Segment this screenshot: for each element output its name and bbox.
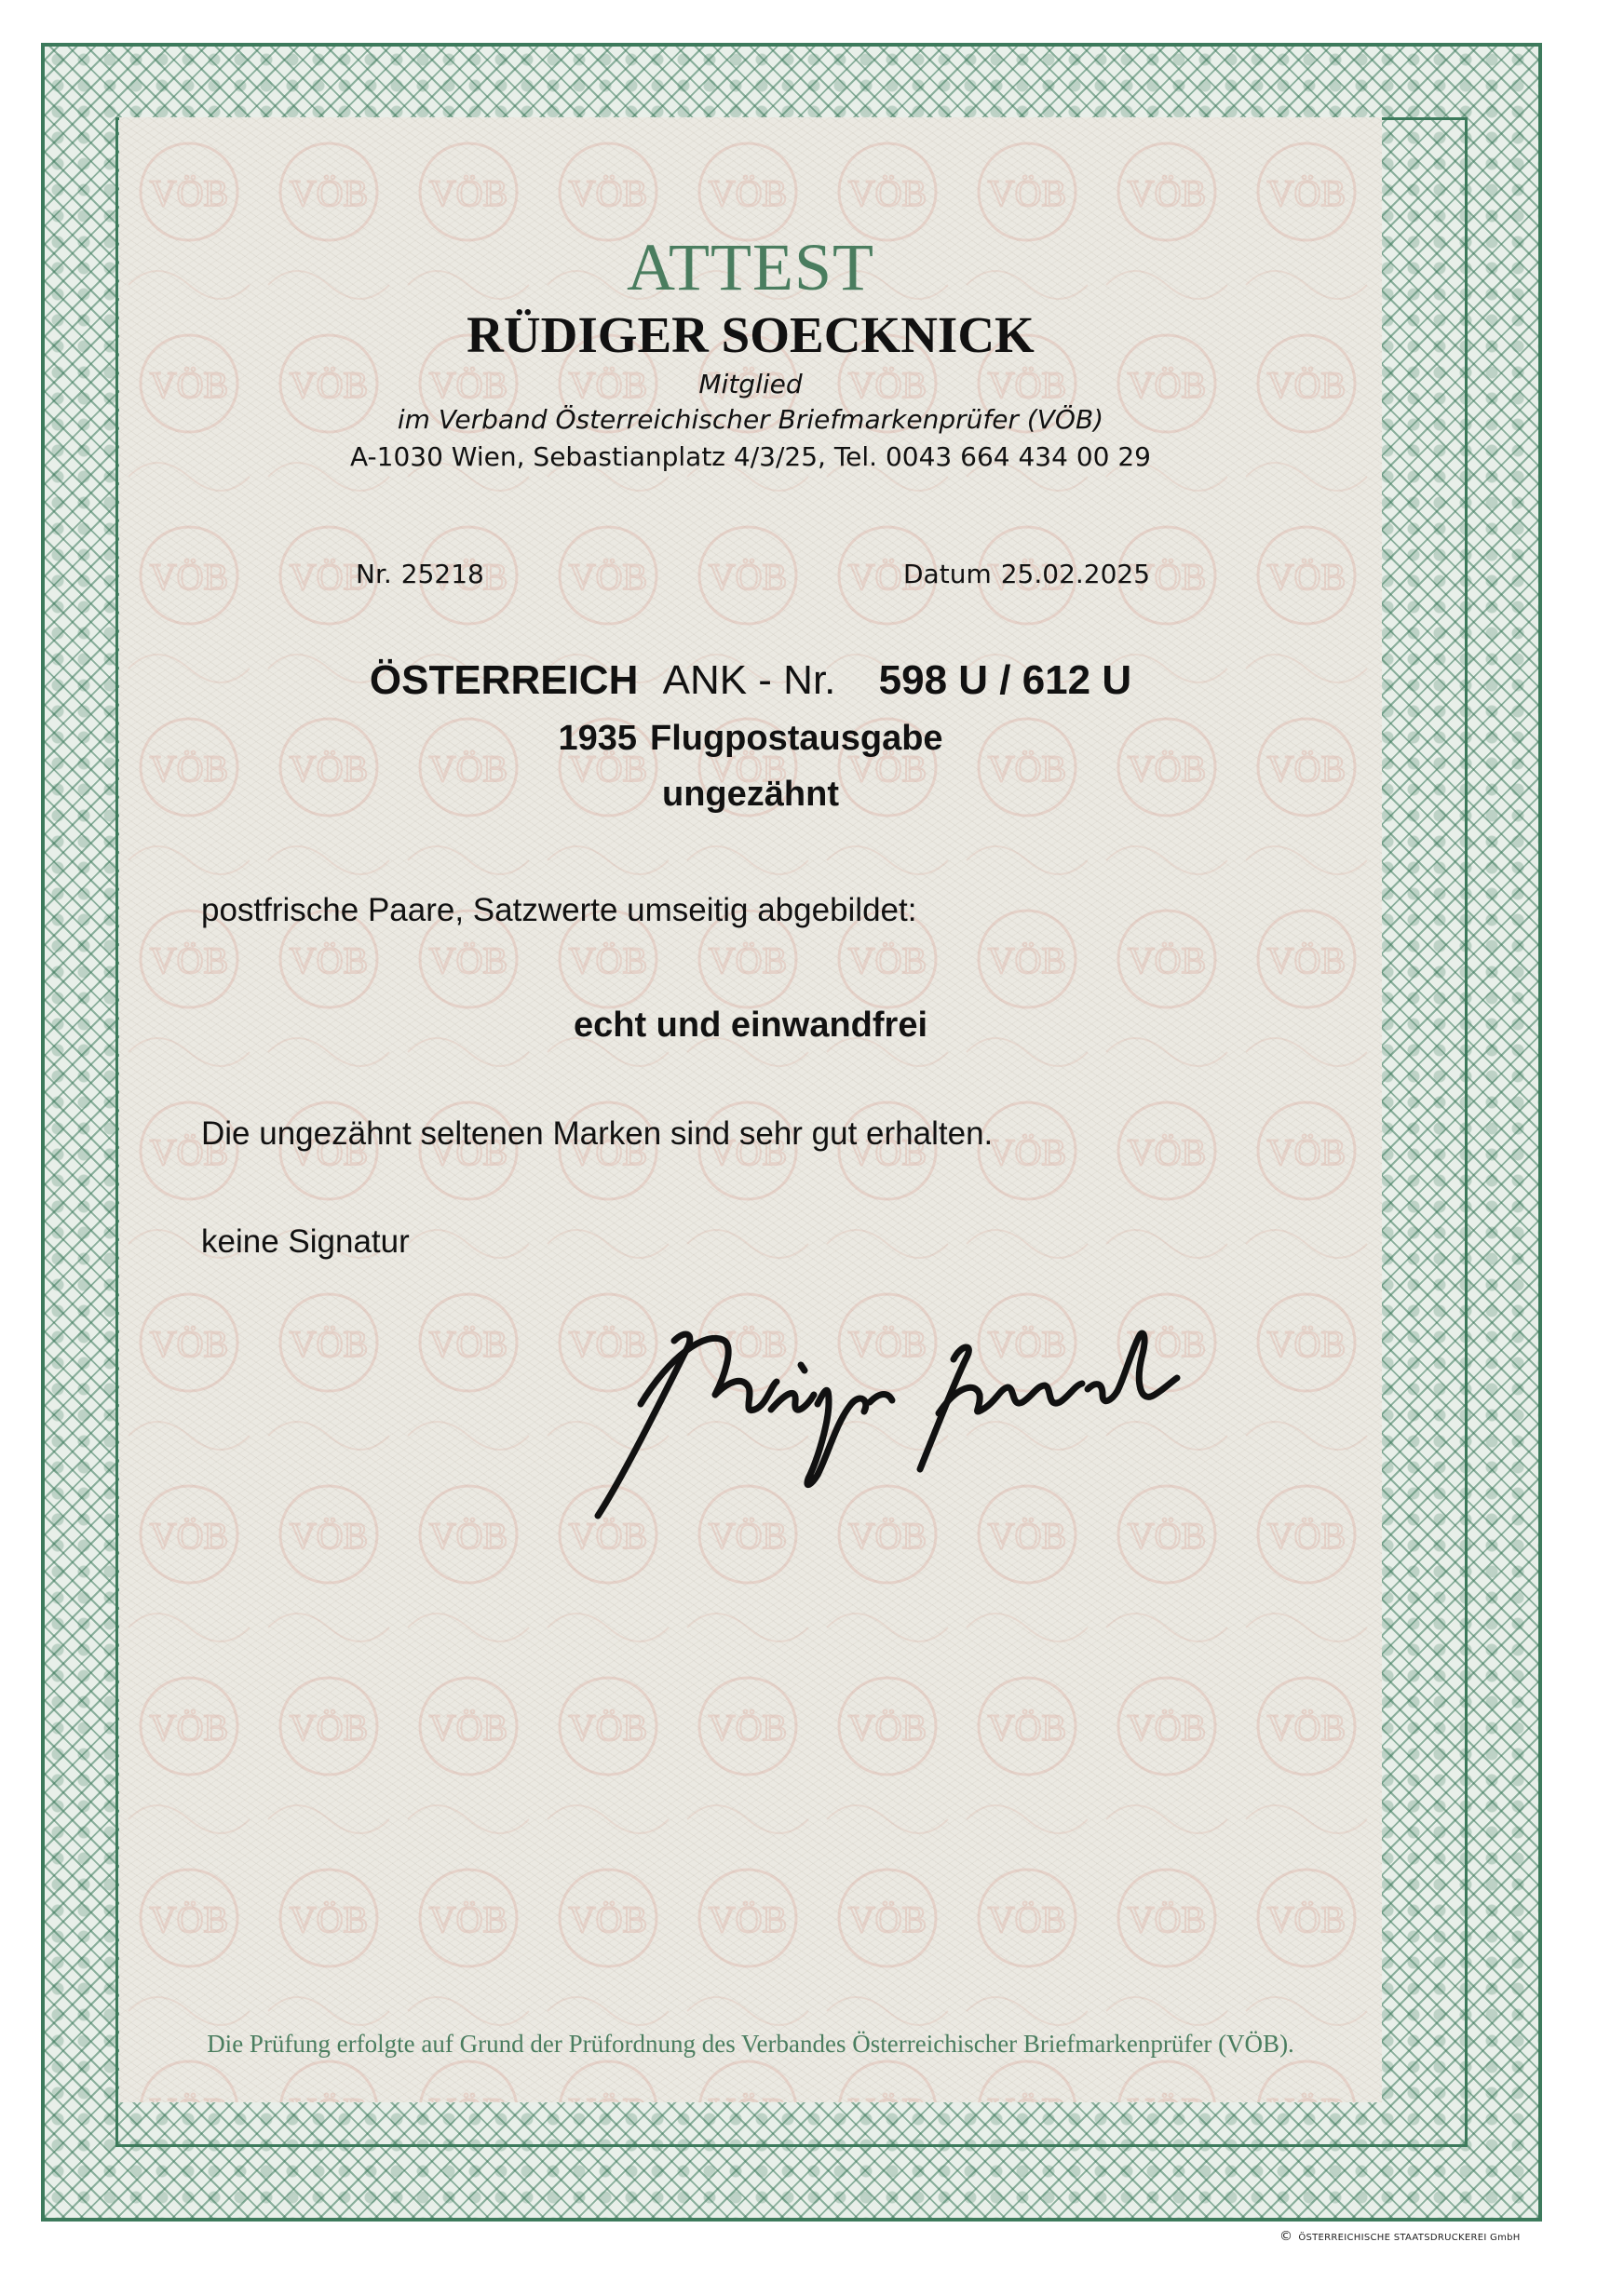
association-name: im Verband Österreichischer Briefmarkenprüfer (VÖB) [397, 404, 1104, 435]
issue-name: Flugpostausgabe [649, 719, 943, 758]
catalogue-line [119, 657, 1382, 704]
catalogue-numbers: 598 U / 612 U [878, 657, 1132, 703]
printer-mark [1279, 2229, 1521, 2244]
examination-rule-note: Die Prüfung erfolgte auf Grund der Prüfordnung des Verbandes Österreichischer Briefmarkenprüfer (VÖB). [207, 2030, 1294, 2058]
printer-name: ÖSTERREICHISCHE STAATSDRUCKEREI GmbH [1298, 2233, 1521, 2243]
signature-note: keine Signatur [201, 1223, 410, 1260]
item-description: postfrische Paare, Satzwerte umseitig abgebildet: [201, 892, 917, 928]
issue-year: 1935 [558, 719, 637, 758]
certificate-number [356, 559, 484, 589]
certificate-number-value: 25218 [400, 559, 484, 589]
examiner-address: A-1030 Wien, Sebastianplatz 4/3/25, Tel. 0043 664 434 00 29 [350, 441, 1151, 472]
certificate-date [903, 559, 1150, 589]
member-label: Mitglied [698, 369, 803, 399]
condition-statement: Die ungezähnt seltenen Marken sind sehr gut erhalten. [201, 1115, 994, 1152]
issue-line [119, 719, 1382, 759]
certificate-date-value: 25.02.2025 [1000, 559, 1151, 589]
examiner-name: RÜDIGER SOECKNICK [467, 306, 1035, 363]
perforation-status: ungezähnt [662, 775, 839, 814]
handwritten-signature [585, 1292, 1181, 1525]
country-name: ÖSTERREICH [369, 657, 639, 703]
certificate-number-label: Nr. [356, 559, 392, 589]
certificate-panel [119, 117, 1382, 2102]
catalogue-label: ANK - Nr. [662, 657, 836, 703]
certificate-title: ATTEST [627, 230, 874, 304]
copyright-icon: © [1279, 2229, 1293, 2244]
verdict: echt und einwandfrei [573, 1006, 928, 1045]
certificate-date-label: Datum [903, 559, 992, 589]
